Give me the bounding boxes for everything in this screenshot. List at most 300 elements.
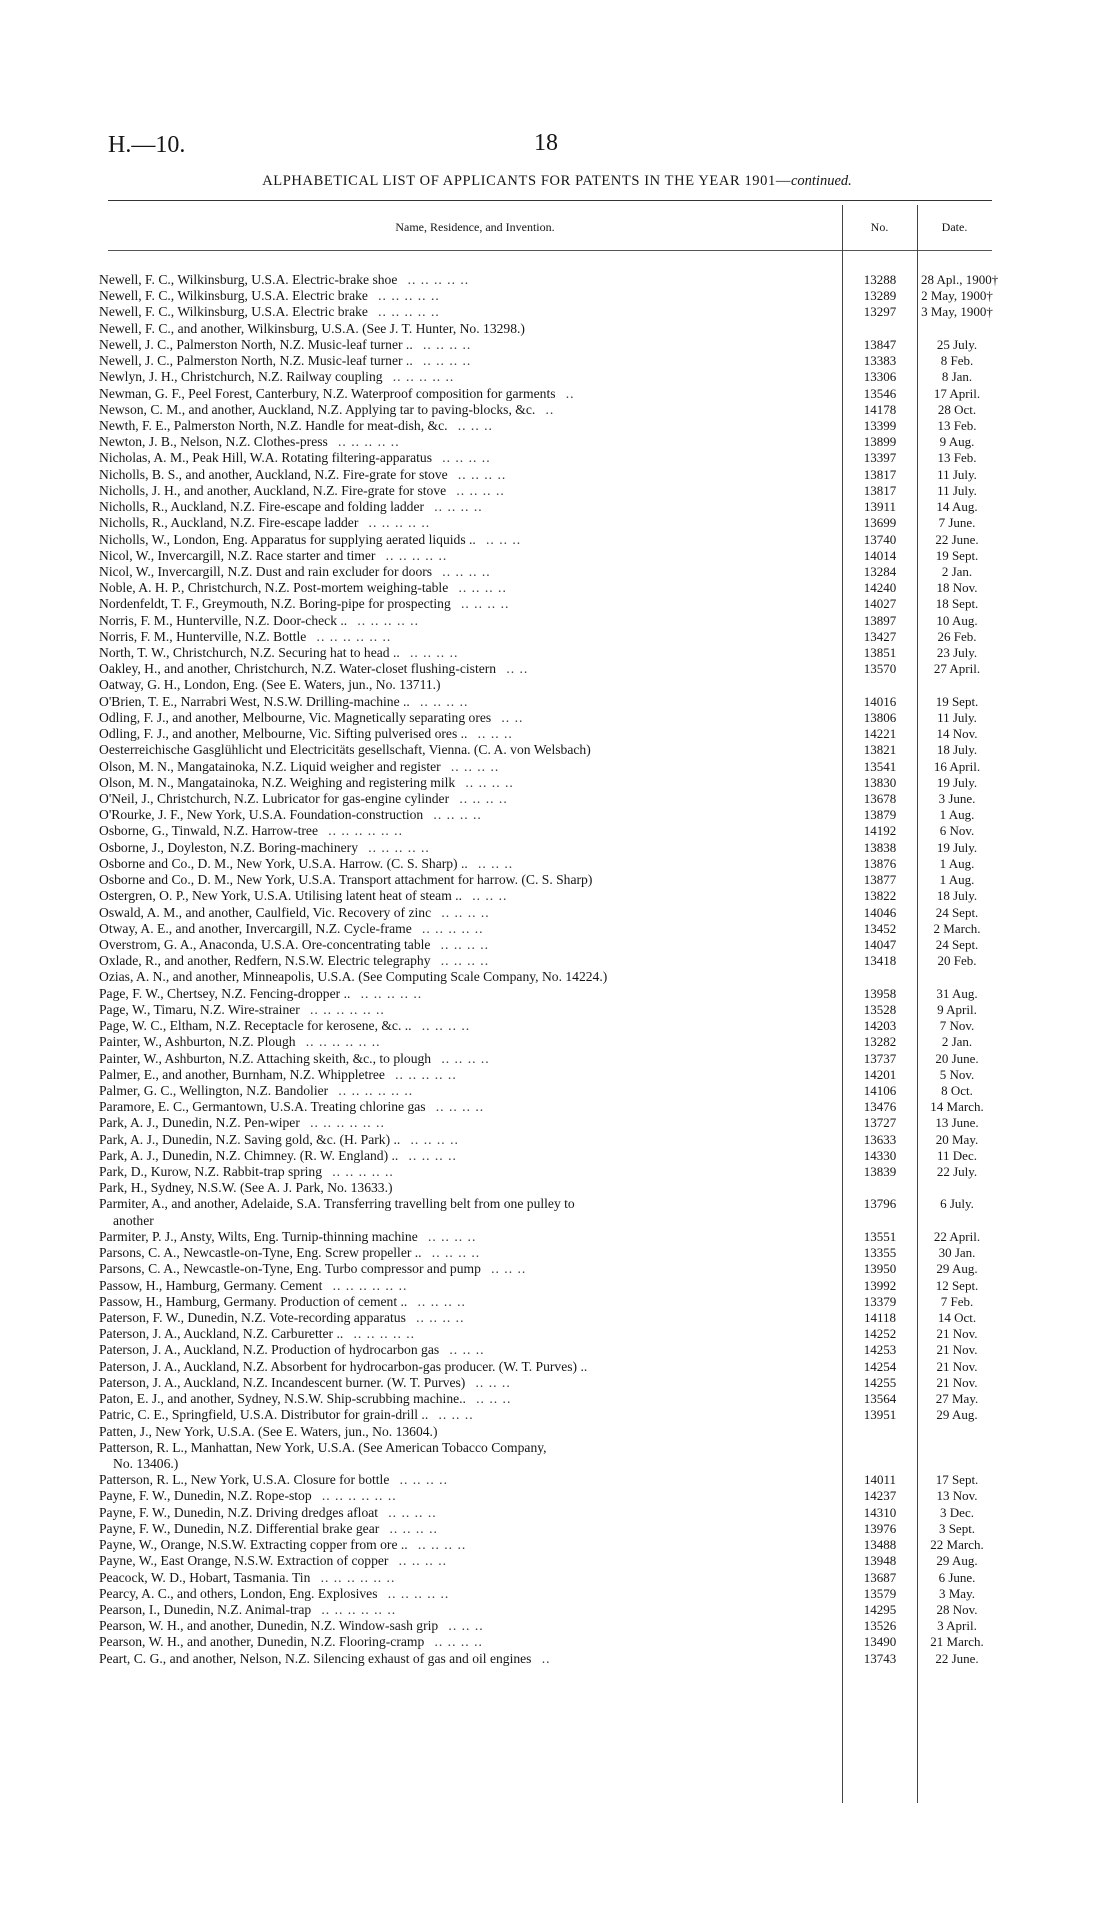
patent-number: 13699 xyxy=(863,515,897,531)
patent-date: 21 Nov. xyxy=(936,1374,978,1390)
patent-number: 13821 xyxy=(863,742,897,758)
table-row xyxy=(0,1521,1114,1537)
patent-number: 13740 xyxy=(863,531,897,547)
patent-number: 13911 xyxy=(863,499,897,515)
applicant-entry xyxy=(99,645,832,661)
applicant-entry xyxy=(99,402,832,418)
patent-date: 19 Sept. xyxy=(935,693,979,709)
applicant-text: Park, H., Sydney, N.S.W. (See A. J. Park, No. 13633.) xyxy=(99,1180,393,1196)
table-row xyxy=(0,1424,1114,1440)
applicant-text: Paton, E. J., and another, Sydney, N.S.W. Ship-scrubbing machine.. xyxy=(99,1391,466,1407)
table-row xyxy=(0,953,1114,969)
applicant-text: Olson, M. N., Mangatainoka, N.Z. Liquid weigher and register xyxy=(99,758,441,774)
applicant-text: Overstrom, G. A., Anaconda, U.S.A. Ore-concentrating table xyxy=(99,936,431,952)
leader-dots: .. .. .. xyxy=(476,1391,512,1407)
table-row xyxy=(0,467,1114,483)
applicant-entry xyxy=(99,1310,832,1326)
patent-date: 13 Nov. xyxy=(936,1488,978,1504)
patent-number: 13551 xyxy=(863,1228,897,1244)
applicant-entry xyxy=(99,1278,832,1294)
applicant-text: Nicol, W., Invercargill, N.Z. Dust and rain excluder for doors xyxy=(99,563,433,579)
patent-number: 13817 xyxy=(863,466,897,482)
leader-dots: .. xyxy=(541,1650,551,1666)
leader-dots: .. .. .. .. .. xyxy=(360,985,423,1001)
table-row xyxy=(0,921,1114,937)
applicant-entry xyxy=(99,823,832,839)
leader-dots: .. .. .. .. .. .. xyxy=(332,1277,408,1293)
applicant-text: Newson, C. M., and another, Auckland, N.Z. Applying tar to paving-blocks, &c. xyxy=(99,401,536,417)
applicant-text: Parsons, C. A., Newcastle-on-Tyne, Eng. Turbo compressor and pump xyxy=(99,1261,481,1277)
patent-date: 2 May, 1900† xyxy=(921,288,993,304)
applicant-text: Painter, W., Ashburton, N.Z. Plough xyxy=(99,1034,296,1050)
patent-number: 13976 xyxy=(863,1520,897,1536)
applicant-text: Newlyn, J. H., Christchurch, N.Z. Railway coupling xyxy=(99,369,383,385)
leader-dots: .. .. .. .. xyxy=(408,1147,457,1163)
applicant-entry xyxy=(99,661,832,677)
leader-dots: .. .. .. .. .. xyxy=(387,1585,450,1601)
patent-number: 13526 xyxy=(863,1618,897,1634)
column-header-number: No. xyxy=(870,220,889,234)
patent-number: 13418 xyxy=(863,953,897,969)
applicant-text: Pearcy, A. C., and others, London, Eng. Explosives xyxy=(99,1585,378,1601)
column-header-date: Date. xyxy=(941,220,968,234)
applicant-entry xyxy=(99,1132,832,1148)
patent-number: 13306 xyxy=(863,369,897,385)
patent-date: 29 Aug. xyxy=(936,1553,978,1569)
applicant-text: Newell, J. C., Palmerston North, N.Z. Music-leaf turner .. xyxy=(99,353,413,369)
patent-date: 21 Nov. xyxy=(936,1326,978,1342)
table-row xyxy=(0,1034,1114,1050)
patent-date: 22 March. xyxy=(930,1537,984,1553)
table-row xyxy=(0,418,1114,434)
applicant-text: Ozias, A. N., and another, Minneapolis, U.S.A. (See Computing Scale Company, No. 14224.) xyxy=(99,969,608,985)
patent-date: 26 Feb. xyxy=(937,628,977,644)
page-title: ALPHABETICAL LIST OF APPLICANTS FOR PATENTS IN THE YEAR 1901—continued. xyxy=(262,173,852,189)
table-row xyxy=(0,1294,1114,1310)
leader-dots: .. .. .. .. xyxy=(458,580,507,596)
table-row xyxy=(0,1586,1114,1602)
patent-number: 13958 xyxy=(863,985,897,1001)
table-row xyxy=(0,386,1114,402)
leader-dots: .. .. .. xyxy=(449,1342,485,1358)
leader-dots: .. .. .. .. .. xyxy=(368,839,430,855)
table-row xyxy=(0,1067,1114,1083)
table-row xyxy=(0,759,1114,775)
patent-number: 13297 xyxy=(863,304,897,320)
leader-dots: .. .. .. .. xyxy=(441,1050,490,1066)
applicant-entry xyxy=(99,937,832,953)
header-rule xyxy=(108,200,992,201)
table-row xyxy=(0,321,1114,337)
table-row xyxy=(0,775,1114,791)
patent-date: 14 Oct. xyxy=(937,1310,977,1326)
patent-date: 27 May. xyxy=(935,1391,979,1407)
leader-dots: .. .. .. .. xyxy=(422,336,472,352)
patent-date: 1 Aug. xyxy=(939,855,975,871)
applicant-text: Pearson, W. H., and another, Dunedin, N.Z. Flooring-cramp xyxy=(99,1634,425,1650)
table-row xyxy=(0,272,1114,288)
leader-dots: .. .. .. .. xyxy=(442,450,491,466)
applicant-text: Payne, W., Orange, N.S.W. Extracting copper from ore .. xyxy=(99,1537,408,1553)
patent-date: 18 Sept. xyxy=(935,596,979,612)
table-row xyxy=(0,450,1114,466)
table-row xyxy=(0,661,1114,677)
applicant-entry xyxy=(99,369,832,385)
leader-dots: .. .. .. .. xyxy=(427,1228,477,1244)
patent-number: 13877 xyxy=(863,872,897,888)
applicant-text: Paterson, J. A., Auckland, N.Z. Carburetter .. xyxy=(99,1326,344,1342)
patent-date: 21 March. xyxy=(930,1634,984,1650)
patent-number: 13288 xyxy=(863,272,897,287)
column-header-rule xyxy=(108,250,992,251)
table-row xyxy=(0,677,1114,693)
applicant-text: Nordenfeldt, T. F., Greymouth, N.Z. Boring-pipe for prospecting xyxy=(99,596,451,612)
applicant-text: Olson, M. N., Mangatainoka, N.Z. Weighing and registering milk xyxy=(99,774,456,790)
patent-number: 13528 xyxy=(863,1001,897,1017)
leader-dots: .. .. .. .. xyxy=(417,1293,466,1309)
applicant-entry xyxy=(99,872,832,888)
patent-number: 13899 xyxy=(863,434,897,450)
table-row xyxy=(0,888,1114,904)
patent-date: 22 June. xyxy=(935,531,979,547)
patent-date: 1 Aug. xyxy=(939,872,975,888)
applicant-text: Passow, H., Hamburg, Germany. Production of cement .. xyxy=(99,1293,408,1309)
table-row xyxy=(0,726,1114,742)
page-reference: H.—10. xyxy=(108,132,186,158)
table-row xyxy=(0,434,1114,450)
applicant-entry xyxy=(99,1505,832,1521)
patent-number: 13678 xyxy=(863,791,897,806)
column-header-name: Name, Residence, and Invention. xyxy=(395,220,555,234)
applicant-entry xyxy=(99,840,832,856)
applicant-entry xyxy=(99,1618,832,1634)
table-row xyxy=(0,823,1114,839)
patent-number: 13838 xyxy=(863,839,897,855)
patent-number: 13839 xyxy=(863,1164,897,1180)
patent-date: 13 Feb. xyxy=(937,450,977,466)
patent-number: 13355 xyxy=(863,1245,897,1261)
applicant-text: Park, A. J., Dunedin, N.Z. Pen-wiper xyxy=(99,1115,300,1131)
applicant-entry xyxy=(99,337,832,353)
applicant-entry xyxy=(99,418,832,434)
applicant-text: Odling, F. J., and another, Melbourne, Vic. Magnetically separating ores xyxy=(99,709,492,725)
applicant-entry xyxy=(99,1440,832,1472)
patent-number: 13737 xyxy=(863,1050,897,1066)
patent-number: 14027 xyxy=(863,596,897,612)
applicant-text: Paramore, E. C., Germantown, U.S.A. Treating chlorine gas xyxy=(99,1099,426,1115)
patent-date: 3 April. xyxy=(937,1618,977,1634)
table-row xyxy=(0,532,1114,548)
patent-date: 20 June. xyxy=(935,1050,979,1066)
applicant-text: Oatway, G. H., London, Eng. (See E. Waters, jun., No. 13711.) xyxy=(99,677,441,693)
patent-number: 14237 xyxy=(863,1488,897,1504)
patent-date: 20 May. xyxy=(935,1131,979,1147)
applicant-entry xyxy=(99,775,832,791)
applicant-text: O'Rourke, J. F., New York, U.S.A. Foundation-construction xyxy=(99,807,424,823)
table-row xyxy=(0,872,1114,888)
table-row xyxy=(0,969,1114,985)
applicant-text: Nicholls, W., London, Eng. Apparatus for supplying aerated liquids .. xyxy=(99,531,476,547)
table-row xyxy=(0,645,1114,661)
applicant-entry xyxy=(99,629,832,645)
patent-date: 28 Apl., 1900† xyxy=(921,272,999,287)
leader-dots: .. .. .. .. .. .. xyxy=(338,1082,414,1098)
applicant-list xyxy=(0,272,1114,1667)
patent-date: 29 Aug. xyxy=(936,1261,978,1277)
patent-date: 24 Sept. xyxy=(935,904,979,920)
applicant-text: Painter, W., Ashburton, N.Z. Attaching skeith, &c., to plough xyxy=(99,1050,432,1066)
patent-number: 13488 xyxy=(863,1537,897,1553)
leader-dots: .. .. .. .. xyxy=(433,807,482,823)
patent-date: 3 June. xyxy=(938,791,976,806)
applicant-text: Payne, F. W., Dunedin, N.Z. Rope-stop xyxy=(99,1488,312,1504)
applicant-entry xyxy=(99,1002,832,1018)
leader-dots: .. .. .. .. xyxy=(410,1131,459,1147)
patent-number: 13950 xyxy=(863,1261,897,1277)
patent-date: 16 April. xyxy=(933,758,981,774)
patent-date: 2 March. xyxy=(933,920,981,936)
patent-date: 9 Aug. xyxy=(939,434,975,450)
patent-number: 13897 xyxy=(863,612,897,628)
patent-number: 13830 xyxy=(863,774,897,790)
applicant-text: Nicholls, R., Auckland, N.Z. Fire-escape ladder xyxy=(99,515,359,531)
leader-dots: .. .. .. .. .. xyxy=(338,434,400,450)
leader-dots: .. .. .. .. xyxy=(399,1472,448,1488)
patent-number: 14178 xyxy=(863,401,897,417)
patent-date: 11 July. xyxy=(937,709,977,725)
applicant-entry xyxy=(99,1424,832,1440)
patent-date: 6 Nov. xyxy=(939,823,975,839)
table-row xyxy=(0,856,1114,872)
applicant-text: Osborne, J., Doyleston, N.Z. Boring-machinery xyxy=(99,839,358,855)
table-row xyxy=(0,742,1114,758)
applicant-text: Noble, A. H. P., Christchurch, N.Z. Post-mortem weighing-table xyxy=(99,580,449,596)
applicant-entry xyxy=(99,986,832,1002)
applicant-text: Newell, F. C., Wilkinsburg, U.S.A. Electric brake xyxy=(99,288,368,304)
leader-dots: .. .. .. .. .. xyxy=(385,547,448,563)
patent-number: 14221 xyxy=(863,726,897,742)
table-row xyxy=(0,1115,1114,1131)
patent-date: 8 Jan. xyxy=(941,369,973,385)
table-row xyxy=(0,402,1114,418)
patent-date: 28 Nov. xyxy=(936,1601,978,1617)
leader-dots: .. .. .. .. xyxy=(450,758,500,774)
applicant-text: Ostergren, O. P., New York, U.S.A. Utilising latent heat of steam .. xyxy=(99,888,462,904)
table-row xyxy=(0,1618,1114,1634)
applicant-entry xyxy=(99,1245,832,1261)
patent-date: 30 Jan. xyxy=(938,1245,976,1261)
leader-dots: .. .. .. .. .. .. xyxy=(305,1034,381,1050)
applicant-entry xyxy=(99,1521,832,1537)
applicant-entry xyxy=(99,905,832,921)
patent-number: 13579 xyxy=(863,1585,897,1601)
patent-date: 7 Feb. xyxy=(940,1293,974,1309)
applicant-entry xyxy=(99,353,832,369)
patent-date: 21 Nov. xyxy=(936,1342,978,1358)
leader-dots: .. .. xyxy=(501,709,524,725)
leader-dots: .. .. .. .. .. xyxy=(395,1066,457,1082)
patent-date: 14 Aug. xyxy=(936,499,978,515)
patent-number: 14192 xyxy=(863,823,897,839)
leader-dots: .. .. .. xyxy=(448,1618,484,1634)
leader-dots: .. .. .. .. xyxy=(389,1520,438,1536)
table-row xyxy=(0,353,1114,369)
patent-number: 13383 xyxy=(863,353,897,369)
leader-dots: .. .. .. .. .. .. xyxy=(310,1115,385,1131)
patent-number: 13284 xyxy=(863,563,897,579)
applicant-entry xyxy=(99,1018,832,1034)
leader-dots: .. .. .. .. .. xyxy=(357,612,419,628)
patent-number: 14240 xyxy=(863,580,897,596)
leader-dots: .. .. .. .. xyxy=(398,1553,448,1569)
patent-date: 19 Sept. xyxy=(935,547,979,563)
applicant-entry xyxy=(99,1180,832,1196)
table-row xyxy=(0,1505,1114,1521)
leader-dots: .. .. .. .. xyxy=(431,1245,481,1261)
applicant-entry xyxy=(99,288,832,304)
patent-date: 7 June. xyxy=(938,515,976,531)
applicant-text: Pearson, W. H., and another, Dunedin, N.Z. Window-sash grip xyxy=(99,1618,439,1634)
table-row xyxy=(0,937,1114,953)
table-row xyxy=(0,1018,1114,1034)
table-row xyxy=(0,548,1114,564)
applicant-text: Park, A. J., Dunedin, N.Z. Chimney. (R. W. England) .. xyxy=(99,1147,399,1163)
patent-date: 17 Sept. xyxy=(935,1472,979,1488)
applicant-text-continuation: No. 13406.) xyxy=(113,1456,179,1471)
applicant-text: O'Brien, T. E., Narrabri West, N.S.W. Drilling-machine .. xyxy=(99,693,410,709)
leader-dots: .. .. .. xyxy=(457,417,493,433)
patent-number: 14016 xyxy=(863,693,897,709)
patent-date: 10 Aug. xyxy=(936,612,978,628)
applicant-entry xyxy=(99,304,832,320)
patent-number: 13452 xyxy=(863,920,897,936)
table-row xyxy=(0,1407,1114,1423)
table-row xyxy=(0,1245,1114,1261)
patent-date: 11 Dec. xyxy=(937,1147,977,1163)
leader-dots: .. .. .. .. xyxy=(421,1018,471,1034)
applicant-text: Payne, F. W., Dunedin, N.Z. Driving dredges afloat xyxy=(99,1504,379,1520)
title-text: ALPHABETICAL LIST OF APPLICANTS FOR PATENTS IN THE YEAR 1901 xyxy=(262,173,776,189)
applicant-text: Norris, F. M., Hunterville, N.Z. Door-check .. xyxy=(99,612,348,628)
leader-dots: .. .. .. .. xyxy=(460,596,510,612)
applicant-text: Paterson, F. W., Dunedin, N.Z. Vote-recording apparatus xyxy=(99,1310,406,1326)
applicant-entry xyxy=(99,742,832,758)
applicant-text: Newman, G. F., Peel Forest, Canterbury, N.Z. Waterproof composition for garments xyxy=(99,385,556,401)
applicant-entry xyxy=(99,596,832,612)
table-row xyxy=(0,1083,1114,1099)
applicant-entry xyxy=(99,467,832,483)
applicant-entry xyxy=(99,1067,832,1083)
applicant-entry xyxy=(99,969,832,985)
table-row xyxy=(0,1002,1114,1018)
patent-number: 13743 xyxy=(863,1650,897,1666)
table-row xyxy=(0,369,1114,385)
patent-number: 13564 xyxy=(863,1391,897,1407)
leader-dots: .. .. .. xyxy=(491,1261,527,1277)
applicant-text: Odling, F. J., and another, Melbourne, Vic. Sifting pulverised ores .. xyxy=(99,726,468,742)
applicant-entry xyxy=(99,1148,832,1164)
patent-number: 13879 xyxy=(863,807,897,823)
patent-number: 14310 xyxy=(863,1504,897,1520)
patent-number: 13289 xyxy=(863,288,897,304)
patent-number: 13817 xyxy=(863,482,897,498)
patent-date: 27 April. xyxy=(933,661,981,677)
applicant-text: Page, F. W., Chertsey, N.Z. Fencing-dropper .. xyxy=(99,985,351,1001)
leader-dots: .. .. .. .. .. xyxy=(392,369,455,385)
applicant-text: Patterson, R. L., New York, U.S.A. Closure for bottle xyxy=(99,1472,390,1488)
table-row xyxy=(0,1375,1114,1391)
patent-number: 13822 xyxy=(863,888,897,904)
applicant-text: Palmer, G. C., Wellington, N.Z. Bandolier xyxy=(99,1082,329,1098)
patent-number: 14255 xyxy=(863,1374,897,1390)
table-row xyxy=(0,905,1114,921)
applicant-entry xyxy=(99,1651,832,1667)
patent-date: 8 Feb. xyxy=(940,353,974,369)
patent-date: 11 July. xyxy=(937,482,977,498)
leader-dots: .. .. .. .. .. xyxy=(407,272,470,287)
applicant-entry xyxy=(99,1391,832,1407)
applicant-text: Newell, F. C., Wilkinsburg, U.S.A. Electric brake xyxy=(99,304,368,320)
leader-dots: .. xyxy=(565,385,575,401)
patent-date: 13 Feb. xyxy=(937,417,977,433)
patent-date: 18 July. xyxy=(936,742,978,758)
applicant-text: Newth, F. E., Palmerston North, N.Z. Handle for meat-dish, &c. xyxy=(99,417,448,433)
patent-number: 14330 xyxy=(863,1147,897,1163)
patent-date: 21 Nov. xyxy=(936,1358,978,1374)
applicant-entry xyxy=(99,1488,832,1504)
applicant-entry xyxy=(99,483,832,499)
patent-number: 14118 xyxy=(863,1310,897,1326)
patent-date: 22 April. xyxy=(933,1228,981,1244)
table-row xyxy=(0,1261,1114,1277)
table-row xyxy=(0,337,1114,353)
patent-date: 11 July. xyxy=(937,466,977,482)
leader-dots: .. .. .. .. xyxy=(420,693,469,709)
table-row xyxy=(0,1651,1114,1667)
applicant-entry xyxy=(99,1553,832,1569)
applicant-text: Newton, J. B., Nelson, N.Z. Clothes-press xyxy=(99,434,328,450)
patent-date: 8 Oct. xyxy=(941,1082,973,1098)
leader-dots: .. .. xyxy=(506,661,529,677)
patent-date: 22 July. xyxy=(936,1164,978,1180)
patent-number: 14047 xyxy=(863,936,897,952)
applicant-text: Paterson, J. A., Auckland, N.Z. Absorbent for hydrocarbon-gas producer. (W. T. Purves) .. xyxy=(99,1358,588,1374)
table-row xyxy=(0,1278,1114,1294)
table-row xyxy=(0,1229,1114,1245)
applicant-text-continuation: another xyxy=(113,1212,154,1228)
table-row xyxy=(0,1099,1114,1115)
applicant-text: Page, W. C., Eltham, N.Z. Receptacle for kerosene, &c. .. xyxy=(99,1018,412,1034)
leader-dots: .. .. .. .. xyxy=(465,774,514,790)
table-row xyxy=(0,1326,1114,1342)
applicant-text: Nicholas, A. M., Peak Hill, W.A. Rotating filtering-apparatus xyxy=(99,450,432,466)
leader-dots: .. .. .. xyxy=(475,1374,511,1390)
applicant-text: Patric, C. E., Springfield, U.S.A. Distributor for grain-drill .. xyxy=(99,1407,429,1423)
table-row xyxy=(0,629,1114,645)
table-row xyxy=(0,564,1114,580)
applicant-entry xyxy=(99,564,832,580)
leader-dots: .. .. .. .. .. .. xyxy=(321,1488,397,1504)
leader-dots: .. .. .. .. xyxy=(440,936,490,952)
leader-dots: .. .. .. .. xyxy=(409,645,459,661)
applicant-text: Palmer, E., and another, Burnham, N.Z. Whippletree xyxy=(99,1066,385,1082)
table-row xyxy=(0,840,1114,856)
table-row xyxy=(0,304,1114,320)
applicant-entry xyxy=(99,1196,832,1228)
table-row xyxy=(0,1391,1114,1407)
patent-number: 13399 xyxy=(863,417,897,433)
leader-dots: .. .. .. .. .. xyxy=(378,288,440,304)
